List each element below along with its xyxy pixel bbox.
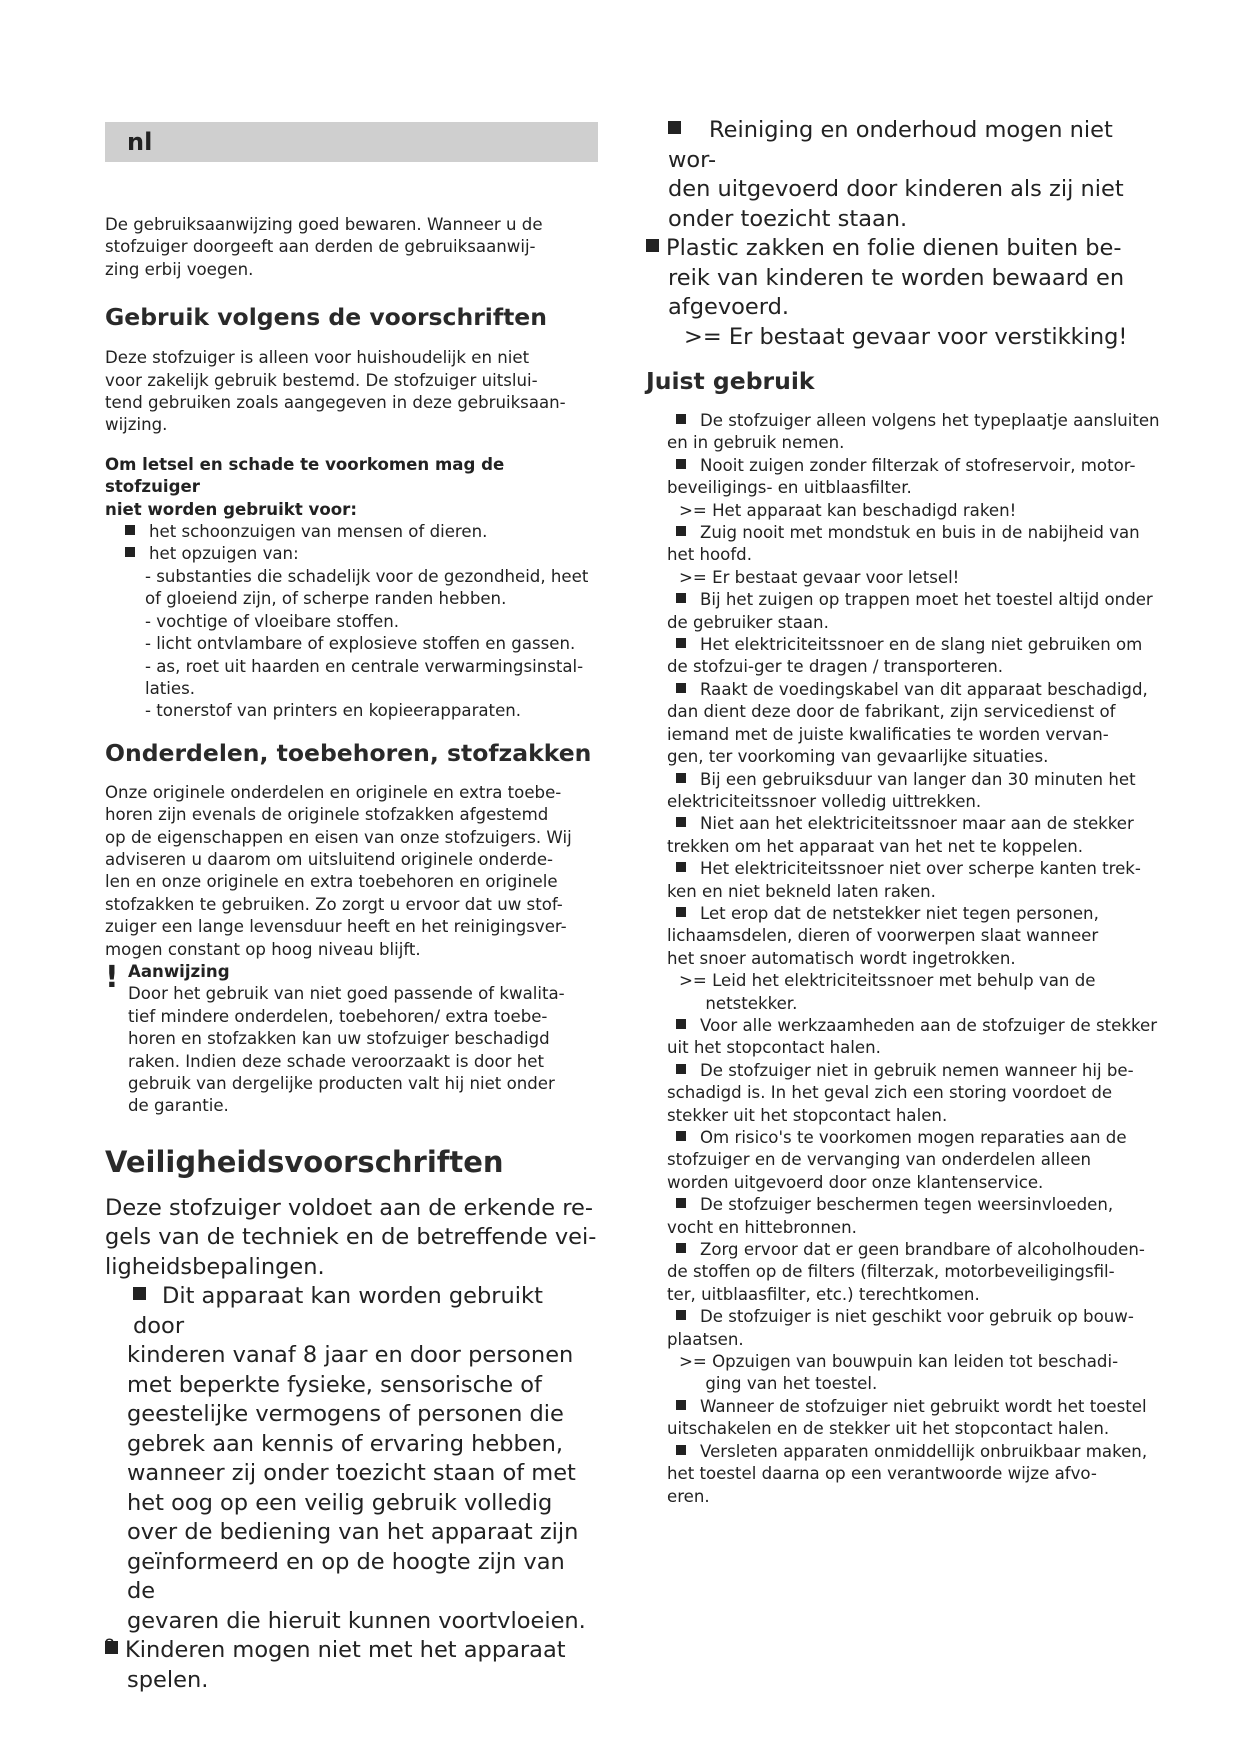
text-line: gels van de techniek en de betreffende vei- bbox=[105, 1224, 597, 1251]
text-line: Deze stofzuiger voldoet aan de erkende re- bbox=[105, 1194, 593, 1221]
list-item-line bbox=[667, 634, 1164, 656]
list-sub-line: >= Opzuigen van bouwpuin kan leiden tot beschadi- bbox=[679, 1352, 1119, 1372]
text-line: voor zakelijk gebruik bestemd. De stofzuiger uitslui- bbox=[105, 370, 538, 390]
list-item-line bbox=[667, 813, 1164, 835]
list-item-text: Versleten apparaten onmiddellijk onbruikbaar maken, bbox=[700, 1441, 1148, 1461]
page-number: 8 bbox=[104, 1636, 115, 1656]
list-item bbox=[667, 410, 1164, 455]
text-line: mogen constant op hoog niveau blijft. bbox=[105, 939, 421, 959]
list-item-text: De stofzuiger alleen volgens het typeplaatje aansluiten bbox=[700, 411, 1160, 430]
text-line: gevaren die hieruit kunnen voortvloeien. bbox=[127, 1607, 586, 1634]
text-line: wijzing. bbox=[105, 415, 168, 435]
text-line: over de bediening van het apparaat zijn bbox=[127, 1519, 579, 1546]
list-item-line bbox=[667, 858, 1164, 880]
text-line: zuiger een lange levensduur heeft en het reinigingsver- bbox=[105, 917, 567, 937]
notice-line: tief mindere onderdelen, toebehoren/ extra toebe- bbox=[128, 1006, 548, 1026]
list-item-text: Kinderen mogen niet met het apparaat bbox=[125, 1637, 566, 1664]
text-line: len en onze originele en extra toebehoren en originele bbox=[105, 872, 558, 892]
text-line: spelen. bbox=[127, 1666, 209, 1693]
list-item-line bbox=[667, 589, 1164, 611]
list-item-line: stekker uit het stopcontact halen. bbox=[667, 1105, 948, 1125]
list-item bbox=[667, 858, 1164, 903]
bullet-square-icon bbox=[676, 1400, 686, 1410]
notice-line: de garantie. bbox=[128, 1096, 229, 1116]
text-line: stofzakken te gebruiken. Zo zorgt u ervoor dat uw stof- bbox=[105, 894, 563, 914]
bullet-square-icon bbox=[676, 638, 686, 648]
text-line: reik van kinderen te worden bewaard en bbox=[668, 264, 1125, 291]
notice-line: Door het gebruik van niet goed passende of kwalita- bbox=[128, 984, 565, 1004]
list-item-line: worden uitgevoerd door onze klantenservice. bbox=[667, 1172, 1044, 1192]
bullet-square-icon bbox=[676, 1198, 686, 1208]
text-line: gebrek aan kennis of ervaring hebben, bbox=[127, 1430, 564, 1457]
list-item-line: het snoer automatisch wordt ingetrokken. bbox=[667, 948, 1016, 968]
list-item bbox=[667, 903, 1164, 1015]
list-item bbox=[667, 634, 1164, 679]
list-item bbox=[667, 522, 1164, 589]
list-item-line: het hoofd. bbox=[667, 545, 752, 565]
list-item-line: dan dient deze door de fabrikant, zijn servicedienst of bbox=[667, 702, 1116, 722]
list-sub-line: >= Het apparaat kan beschadigd raken! bbox=[679, 500, 1017, 520]
list-item-line: lichaamsdelen, dieren of voorwerpen slaat wanneer bbox=[667, 926, 1099, 946]
list-item-text: het opzuigen van: bbox=[149, 544, 299, 564]
veiligheid-intro bbox=[105, 1194, 598, 1283]
list-item-line: vocht en hittebronnen. bbox=[667, 1217, 857, 1237]
list-item-text: De stofzuiger niet in gebruik nemen wanneer hij be- bbox=[700, 1060, 1134, 1080]
list-item bbox=[667, 1127, 1164, 1194]
veiligheid-bullet-2 bbox=[105, 1636, 598, 1695]
text-line: den uitgevoerd door kinderen als zij niet bbox=[668, 176, 1124, 202]
text-line: onder toezicht staan. bbox=[668, 205, 908, 232]
list-item-text: het schoonzuigen van mensen of dieren. bbox=[149, 522, 488, 542]
list-sub-line: netstekker. bbox=[679, 993, 798, 1013]
list-item-text: De stofzuiger beschermen tegen weersinvloeden, bbox=[700, 1195, 1114, 1215]
list-item bbox=[667, 813, 1164, 858]
section-title-juist: Juist gebruik bbox=[646, 367, 815, 395]
list-item-line bbox=[667, 769, 1164, 791]
list-item-text: Om risico's te voorkomen mogen reparaties aan de bbox=[700, 1128, 1127, 1147]
list-item bbox=[667, 455, 1164, 522]
list-item-line: ter, uitblaasfilter, etc.) terechtkomen. bbox=[667, 1284, 980, 1304]
dash-item: of gloeiend zijn, of scherpe randen hebben. bbox=[145, 589, 507, 609]
bullet-square-icon bbox=[646, 239, 659, 252]
list-item-text: Bij een gebruiksduur van langer dan 30 minuten het bbox=[700, 769, 1136, 789]
text-line: afgevoerd. bbox=[668, 294, 790, 320]
bullet-square-icon bbox=[676, 1064, 686, 1074]
list-item-text: Bij het zuigen op trappen moet het toestel altijd onder bbox=[700, 590, 1153, 610]
right-bullet-2 bbox=[646, 234, 1164, 352]
list-item-line bbox=[667, 1396, 1164, 1418]
section-title-veiligheid: Veiligheidsvoorschriften bbox=[105, 1144, 504, 1179]
list-item bbox=[667, 1194, 1164, 1239]
notice-title: Aanwijzing bbox=[128, 961, 230, 981]
list-item-line bbox=[667, 679, 1164, 701]
list-item-line: de gebruiker staan. bbox=[667, 612, 829, 632]
list-item-line bbox=[667, 1060, 1164, 1082]
bullet-square-icon bbox=[676, 526, 686, 536]
list-item-line: uitschakelen en de stekker uit het stopcontact halen. bbox=[667, 1419, 1110, 1439]
list-item-text: De stofzuiger is niet geschikt voor gebruik op bouw- bbox=[700, 1307, 1134, 1327]
notice-line: horen en stofzakken kan uw stofzuiger beschadigd bbox=[128, 1029, 550, 1049]
bullet-square-icon bbox=[676, 459, 686, 469]
bullet-square-icon bbox=[676, 683, 686, 693]
list-item-line bbox=[667, 1239, 1164, 1261]
bullet-square-icon bbox=[676, 1445, 686, 1455]
bullet-square-icon bbox=[676, 862, 686, 872]
language-header bbox=[105, 122, 598, 162]
list-item-line: schadigd is. In het geval zich een storing voordoet de bbox=[667, 1083, 1113, 1103]
bullet-square-icon bbox=[676, 1131, 686, 1141]
bullet-square-icon bbox=[125, 525, 135, 535]
list-item-text: Let erop dat de netstekker niet tegen personen, bbox=[700, 903, 1099, 923]
text-line: op de eigenschappen en eisen van onze stofzuigers. Wij bbox=[105, 827, 572, 847]
list-item-text: Nooit zuigen zonder filterzak of stofreservoir, motor- bbox=[700, 455, 1136, 475]
bullet-square-icon bbox=[676, 1019, 686, 1029]
list-item bbox=[105, 543, 598, 565]
list-item bbox=[667, 1015, 1164, 1060]
gebruik-paragraph bbox=[105, 347, 598, 437]
onderdelen-paragraph bbox=[105, 782, 598, 961]
list-item-line: eren. bbox=[667, 1486, 710, 1506]
list-item-line: stofzuiger en de vervanging van onderdelen alleen bbox=[667, 1150, 1092, 1170]
text-line bbox=[133, 1282, 598, 1341]
dash-item: laties. bbox=[145, 678, 196, 698]
list-item-line: uit het stopcontact halen. bbox=[667, 1038, 881, 1058]
list-item-line: beveiligings- en uitblaasfilter. bbox=[667, 478, 912, 498]
bullet-square-icon bbox=[676, 593, 686, 603]
list-item bbox=[667, 679, 1164, 769]
juist-gebruik-list bbox=[646, 410, 1164, 1508]
intro-line: zing erbij voegen. bbox=[105, 259, 254, 279]
left-column bbox=[105, 122, 598, 1695]
bullet-square-icon bbox=[668, 121, 681, 134]
list-item-line: de stoffen op de filters (filterzak, motorbeveiligingsfil- bbox=[667, 1262, 1115, 1282]
list-item bbox=[667, 769, 1164, 814]
list-item bbox=[667, 1060, 1164, 1127]
list-item-line: de stofzui-ger te dragen / transporteren. bbox=[667, 657, 1004, 677]
list-item-text: Voor alle werkzaamheden aan de stofzuiger de stekker bbox=[700, 1015, 1158, 1035]
dash-item: - tonerstof van printers en kopieerapparaten. bbox=[145, 701, 522, 721]
veiligheid-bullet-1 bbox=[105, 1282, 598, 1636]
list-item-line: en in gebruik nemen. bbox=[667, 433, 845, 453]
list-item bbox=[105, 521, 598, 543]
intro-line: stofzuiger doorgeeft aan derden de gebruiksaanwij- bbox=[105, 237, 536, 257]
right-column bbox=[646, 116, 1164, 1508]
list-item-line bbox=[667, 1194, 1164, 1216]
list-item bbox=[667, 1441, 1164, 1508]
list-item bbox=[667, 1306, 1164, 1396]
warning-note: niet worden gebruikt voor: bbox=[105, 499, 357, 519]
bullet-square-icon bbox=[676, 773, 686, 783]
right-bullet-1 bbox=[646, 116, 1164, 234]
text-line: Deze stofzuiger is alleen voor huishoudelijk en niet bbox=[105, 348, 530, 368]
text-line bbox=[646, 234, 1164, 264]
bullet-square-icon bbox=[125, 547, 135, 557]
list-item-line bbox=[667, 903, 1164, 925]
text-line: het oog op een veilig gebruik volledig bbox=[127, 1489, 553, 1516]
list-item-line bbox=[667, 1127, 1164, 1149]
warning-note: Om letsel en schade te voorkomen mag de stofzuiger bbox=[105, 454, 505, 497]
bullet-square-icon bbox=[676, 1310, 686, 1320]
warning-line: >= Er bestaat gevaar voor verstikking! bbox=[684, 323, 1128, 350]
notice-line: raken. Indien deze schade veroorzaakt is door het bbox=[128, 1051, 544, 1071]
list-item-text: Reiniging en onderhoud mogen niet wor- bbox=[668, 117, 1113, 173]
bullet-square-icon bbox=[676, 817, 686, 827]
exclamation-icon: ! bbox=[105, 959, 119, 995]
text-line bbox=[668, 116, 1164, 175]
list-item-line: gen, ter voorkoming van gevaarlijke situaties. bbox=[667, 747, 1049, 767]
list-item-line bbox=[667, 410, 1164, 432]
dash-item: - licht ontvlambare of explosieve stoffen en gassen. bbox=[145, 634, 576, 654]
intro-paragraph bbox=[105, 214, 598, 281]
list-item bbox=[667, 1239, 1164, 1306]
text-line: wanneer zij onder toezicht staan of met bbox=[127, 1460, 576, 1487]
language-label: nl bbox=[127, 128, 153, 156]
section-title-gebruik: Gebruik volgens de voorschriften bbox=[105, 303, 547, 332]
list-item-line bbox=[667, 1015, 1164, 1037]
text-line: horen zijn evenals de originele stofzakken afgestemd bbox=[105, 805, 549, 825]
list-item-line bbox=[667, 455, 1164, 477]
text-line bbox=[105, 1636, 598, 1666]
list-item bbox=[667, 1396, 1164, 1441]
notice-line: gebruik van dergelijke producten valt hij niet onder bbox=[128, 1074, 555, 1093]
list-item bbox=[667, 589, 1164, 634]
list-sub-line: ging van het toestel. bbox=[679, 1374, 878, 1394]
intro-line: De gebruiksaanwijzing goed bewaren. Wanneer u de bbox=[105, 215, 543, 234]
list-item-line: plaatsen. bbox=[667, 1329, 744, 1349]
list-item-text: Raakt de voedingskabel van dit apparaat beschadigd, bbox=[700, 679, 1148, 699]
text-line: tend gebruiken zoals aangegeven in deze gebruiksaan- bbox=[105, 393, 566, 413]
text-line: Onze originele onderdelen en originele en extra toebe- bbox=[105, 782, 562, 802]
list-item-text: Het elektriciteitssnoer en de slang niet gebruiken om bbox=[700, 635, 1143, 655]
list-item-line bbox=[667, 1306, 1164, 1328]
bullet-square-icon bbox=[676, 414, 686, 424]
list-item-line: het toestel daarna op een verantwoorde wijze afvo- bbox=[667, 1464, 1097, 1484]
dash-item: - substanties die schadelijk voor de gezondheid, heet bbox=[145, 566, 589, 586]
text-line: met beperkte fysieke, sensorische of bbox=[127, 1371, 542, 1398]
dash-item: - as, roet uit haarden en centrale verwarmingsinstal- bbox=[145, 656, 584, 676]
notice-box bbox=[105, 961, 598, 1118]
list-item-text: Het elektriciteitssnoer niet over scherpe kanten trek- bbox=[700, 859, 1141, 879]
list-item-text: Dit apparaat kan worden gebruikt door bbox=[133, 1283, 543, 1339]
list-sub-line: >= Er bestaat gevaar voor letsel! bbox=[679, 567, 960, 587]
list-item-line: iemand met de juiste kwalificaties te worden vervan- bbox=[667, 724, 1109, 744]
list-item-text: Zorg ervoor dat er geen brandbare of alcoholhouden- bbox=[700, 1240, 1145, 1260]
text-line: geestelijke vermogens of personen die bbox=[127, 1401, 564, 1428]
bullet-square-icon bbox=[133, 1287, 146, 1300]
list-item-line: trekken om het apparaat van het net te koppelen. bbox=[667, 836, 1084, 856]
list-item-line: ken en niet bekneld laten raken. bbox=[667, 881, 936, 901]
list-item-text: Plastic zakken en folie dienen buiten be- bbox=[666, 235, 1122, 261]
text-line: adviseren u daarom om uitsluitend originele onderde- bbox=[105, 849, 554, 869]
bullet-square-icon bbox=[676, 907, 686, 917]
list-item-text: Niet aan het elektriciteitssnoer maar aan de stekker bbox=[700, 814, 1134, 834]
text-line: ligheidsbepalingen. bbox=[105, 1253, 325, 1280]
text-line: kinderen vanaf 8 jaar en door personen bbox=[127, 1342, 574, 1369]
dash-item: - vochtige of vloeibare stoffen. bbox=[145, 611, 400, 631]
bullet-square-icon bbox=[676, 1243, 686, 1253]
list-item-text: Zuig nooit met mondstuk en buis in de nabijheid van bbox=[700, 523, 1140, 543]
text-line: geïnformeerd en op de hoogte zijn van de bbox=[127, 1548, 565, 1605]
list-sub-line: >= Leid het elektriciteitssnoer met behulp van de bbox=[679, 971, 1096, 991]
list-item-text: Wanneer de stofzuiger niet gebruikt wordt het toestel bbox=[700, 1396, 1147, 1416]
list-item-line bbox=[667, 1441, 1164, 1463]
list-item-line: elektriciteitssnoer volledig uittrekken. bbox=[667, 791, 982, 811]
section-title-onderdelen: Onderdelen, toebehoren, stofzakken bbox=[105, 738, 592, 767]
list-item-line bbox=[667, 522, 1164, 544]
